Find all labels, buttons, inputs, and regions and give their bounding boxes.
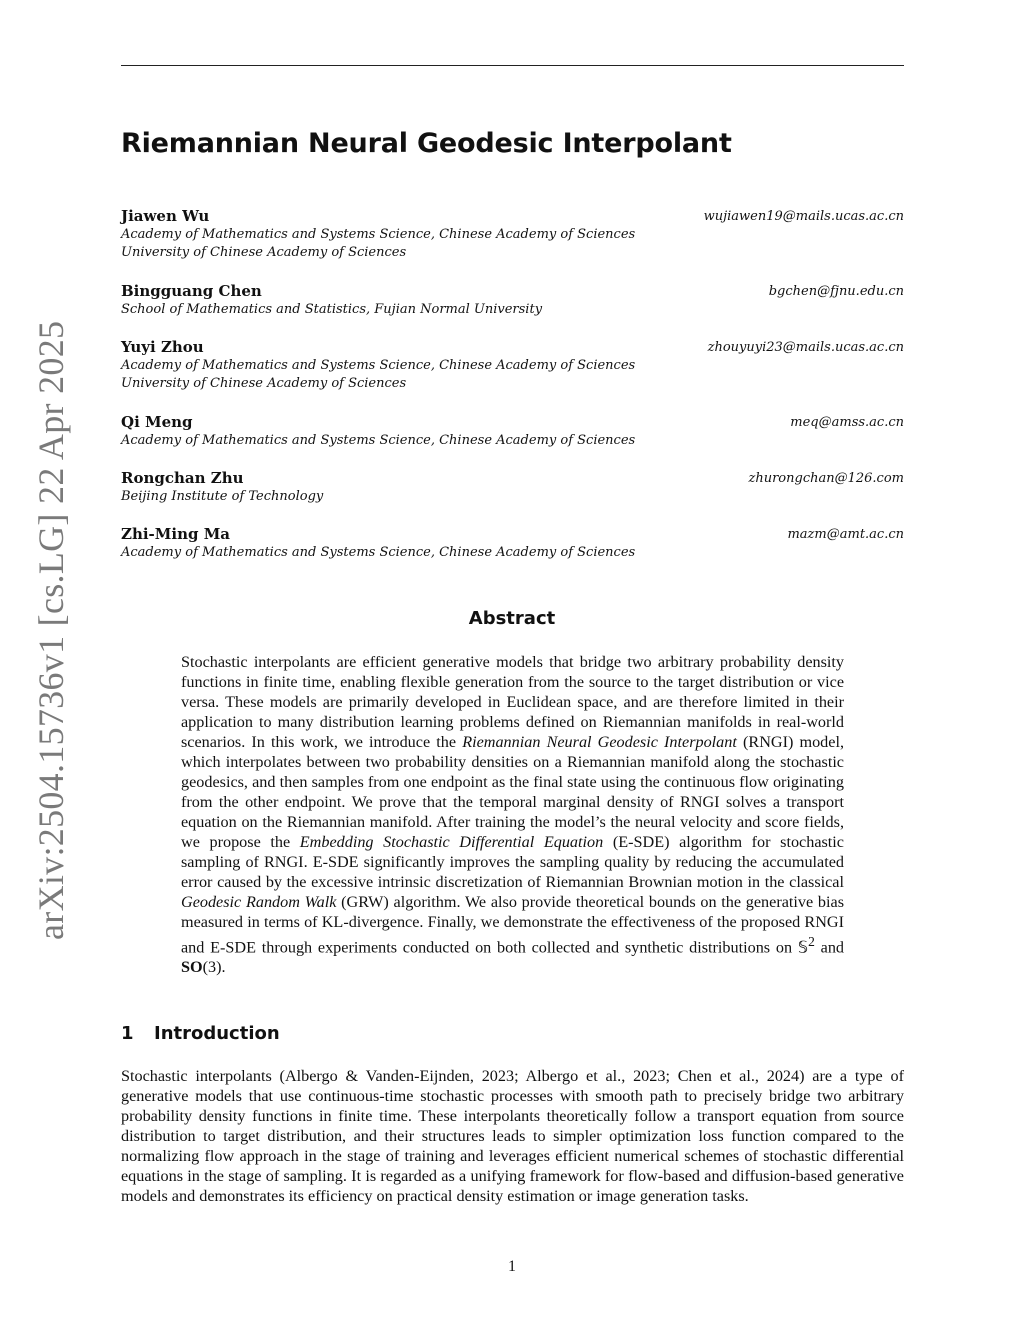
- abstract-text: Stochastic interpolants are efficient generative models that bridge two arbitrary probability density functions in finite time, enabling flexible generation from the source to the target distribution or vice versa. These models are primarily developed in Euclidean space, and are therefore limited in their application to many distribution learning problems defined on Riemannian manifolds in real-world scenarios. In this work, we introduce the: [181, 653, 844, 751]
- author-block: [121, 338, 904, 413]
- author-name: Yuyi Zhou: [121, 338, 204, 356]
- abstract-body: [181, 652, 844, 977]
- top-rule: [121, 65, 904, 66]
- abstract-text: (GRW) algorithm. We also provide theoretical bounds on the generative bias measured in terms of KL-divergence. Finally, we demonstrate the effectiveness of the proposed RNGI and E-SDE through experiments conducted on both collected and synthetic distributions on: [181, 893, 844, 957]
- page-number: 1: [508, 1258, 516, 1275]
- introduction-paragraph: Stochastic interpolants (Albergo & Vanden-Eijnden, 2023; Albergo et al., 2023; Chen et al., 2024) are a type of generative models that use continuous-time stochastic processes with smooth path to precisely bridge two arbitrary probability density functions in finite time. These interpolants theoretically follow a transport equation from source distribution to target distribution, and their structures leads to simpler optimization loss function compared to the normalizing flow approach in the stage of training and leverages efficient numerical schemes of stochastic differential equations in the stage of sampling. It is regarded as a unifying framework for flow-based and diffusion-based generative models and demonstrates its efficiency on practical density estimation or image generation tasks.: [121, 1067, 904, 1205]
- author-list: [121, 207, 904, 565]
- section-heading: [121, 1023, 280, 1044]
- author-block: [121, 207, 904, 282]
- author-email[interactable]: meq@amss.ac.cn: [790, 415, 904, 430]
- section-number: 1: [121, 1023, 134, 1044]
- author-affiliation: Academy of Mathematics and Systems Science, Chinese Academy of Sciences: [121, 545, 636, 560]
- author-affiliation: Beijing Institute of Technology: [121, 489, 324, 504]
- abstract-emphasis: Geodesic Random Walk: [181, 893, 337, 911]
- author-name: Rongchan Zhu: [121, 469, 244, 487]
- author-affiliation: Academy of Mathematics and Systems Science, Chinese Academy of Sciences: [121, 227, 636, 242]
- author-name: Zhi-Ming Ma: [121, 525, 231, 543]
- abstract-heading: Abstract: [468, 608, 556, 629]
- author-email[interactable]: wujiawen19@mails.ucas.ac.cn: [703, 209, 904, 224]
- sphere-symbol: 𝕊: [797, 938, 809, 957]
- author-name: Jiawen Wu: [121, 207, 210, 225]
- author-name: Qi Meng: [121, 413, 193, 431]
- abstract-text: (RNGI) model, which interpolates between two probability densities on a Riemannian manifold along the stochastic geodesics, and then samples from one endpoint as the final state using the continuous flow originating from the other endpoint. We prove that the temporal marginal density of RNGI solves a transport equation on the Riemannian manifold. After training the model’s the neural velocity and score fields, we propose the: [181, 733, 845, 851]
- sphere-superscript: 2: [808, 934, 815, 949]
- abstract-emphasis: Embedding Stochastic Differential Equation: [299, 833, 604, 851]
- author-affiliation: University of Chinese Academy of Sciences: [121, 245, 407, 260]
- author-block: [121, 525, 904, 565]
- author-email[interactable]: mazm@amt.ac.cn: [787, 527, 904, 542]
- author-affiliation: School of Mathematics and Statistics, Fujian Normal University: [121, 302, 543, 317]
- author-block: [121, 413, 904, 469]
- arxiv-identifier-stamp: arXiv:2504.15736v1 [cs.LG] 22 Apr 2025: [31, 320, 71, 940]
- so-group-symbol: SO: [181, 958, 203, 977]
- author-email[interactable]: zhouyuyi23@mails.ucas.ac.cn: [707, 340, 904, 355]
- author-affiliation: Academy of Mathematics and Systems Science, Chinese Academy of Sciences: [121, 433, 636, 448]
- abstract-text: and: [814, 938, 845, 957]
- author-block: [121, 469, 904, 525]
- author-affiliation: University of Chinese Academy of Sciences: [121, 376, 407, 391]
- author-block: [121, 282, 904, 338]
- paper-title: Riemannian Neural Geodesic Interpolant: [121, 128, 732, 159]
- abstract-text: (E-SDE) algorithm for stochastic sampling of RNGI. E-SDE significantly improves the sampling quality by reducing the accumulated error caused by the excessive intrinsic discretization of Riemannian Brownian motion in the classical: [181, 833, 844, 891]
- author-email[interactable]: bgchen@fjnu.edu.cn: [768, 284, 904, 299]
- author-affiliation: Academy of Mathematics and Systems Science, Chinese Academy of Sciences: [121, 358, 636, 373]
- abstract-emphasis: Riemannian Neural Geodesic Interpolant: [462, 733, 737, 751]
- so-group-argument: (3).: [202, 958, 226, 977]
- author-email[interactable]: zhurongchan@126.com: [748, 471, 904, 486]
- section-title: Introduction: [154, 1023, 280, 1044]
- author-name: Bingguang Chen: [121, 282, 262, 300]
